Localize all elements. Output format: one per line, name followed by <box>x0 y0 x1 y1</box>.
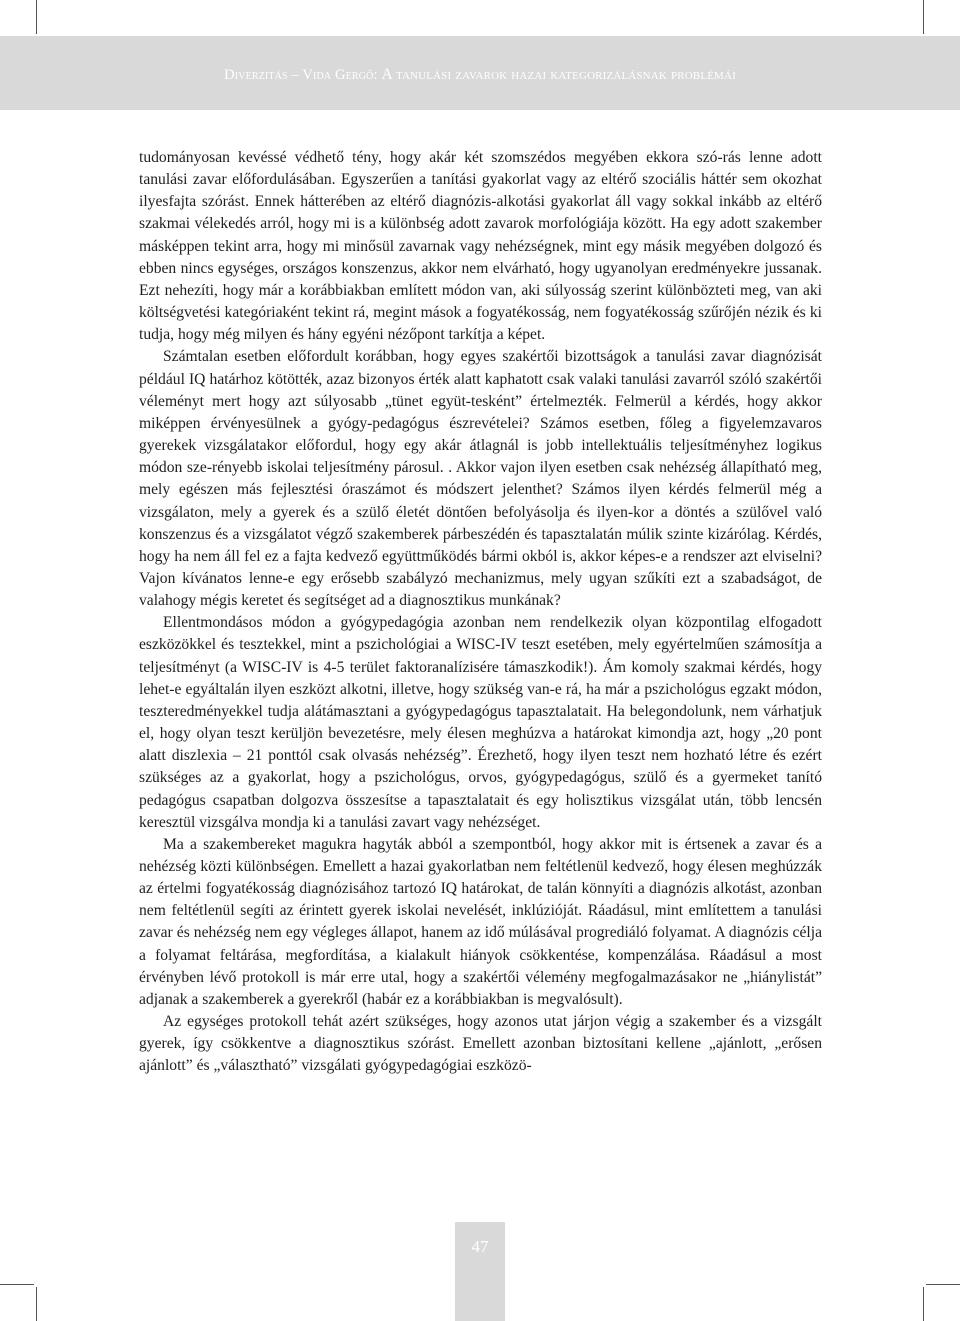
paragraph: Az egységes protokoll tehát azért szükséges, hogy azonos utat járjon végig a szakember és a vizsgált gyerek, így csökkentve a diagnosztikus szórást. Emellett azonban biztosítani kellene „ajánlott, „erősen ajánlott” és „választható” vizsgálati gyógypedagógiai eszközö- <box>139 1013 822 1075</box>
crop-mark <box>36 0 37 34</box>
crop-mark <box>0 1284 34 1285</box>
crop-mark <box>36 1287 37 1321</box>
page-number: 47 <box>471 1237 489 1256</box>
crop-mark <box>923 1287 924 1321</box>
paragraph: Ma a szakembereket magukra hagyták abból a szempontból, hogy akkor mit is értsenek a zavar és a nehézség közti különbségen. Emellett a hazai gyakorlatban nem feltétlenül kedvező, hogy élesen meghúzzák az értelmi fogyatékosság diagnózisához tartozó IQ határokat, de talán könnyíti a diagnózis alkotást, azonban nem feltétlenül segíti az érintett gyerek iskolai nevelését, inklúzióját. Ráadásul, mint említettem a tanulási zavar és nehézség nem egy végleges állapot, hanem az idő múlásával progrediáló folyamat. A diagnózis célja a folyamat feltárása, megfordítása, a kialakult hiányok csökkentése, kompenzálása. Ráadásul a most érvényben lévő protokoll is már erre utal, hogy a szakértői vélemény megfogalmazásakor ne „hiánylistát” adjanak a szakemberek a gyerekről (habár ez a korábbiakban is megvalósult). <box>139 835 822 1008</box>
crop-mark <box>923 0 924 34</box>
running-head-title: A tanulási zavarok hazai kategorizálásnak problémái <box>381 66 736 83</box>
paragraph: tudományosan kevéssé védhető tény, hogy akár két szomszédos megyében ekkora szó-rás lenne adott tanulási zavar előfordulásában. Egyszerűen a tanítási gyakorlat vagy az eltérő szociális háttér sem okozhat ilyesfajta szórást. Ennek hátterében az eltérő diagnózis-alkotási gyakorlat áll vagy sokkal inkább az eltérő szakmai vélekedés arról, hogy mi is a különbség adott zavarok morfológiája között. Ha egy adott szakember másképpen tekint arra, hogy mi minősül zavarnak vagy nehézségnek, mint egy másik megyében dolgozó és ebben nincs egységes, országos konszenzus, akkor nem elvárható, hogy ugyanolyan eredményekre jussanak. Ezt nehezíti, hogy már a korábbiakban említett módon van, aki súlyosság szerint különbözteti meg, van aki költségvetési kategóriaként tekint rá, megint mások a fogyatékosság, nem fogyatékosság szűrőjén nézik és ki tudja, hogy még milyen és hány egyéni nézőpont tarkítja a képet. <box>139 149 822 344</box>
running-head-authors: Diverzitás – Vida Gergő: <box>224 67 378 83</box>
body-text <box>139 147 822 1078</box>
crop-mark <box>926 1284 960 1285</box>
running-head <box>0 66 960 84</box>
paragraph: Ellentmondásos módon a gyógypedagógia azonban nem rendelkezik olyan központilag elfogadott eszközökkel és tesztekkel, mint a pszichológiai a WISC-IV teszt esetében, mely egyértelműen számosítja a teljesítményt (a WISC-IV is 4-5 terület faktoranalízisére támaszkodik!). Ám komoly szakmai kérdés, hogy lehet-e egyáltalán ilyen eszközt alkotni, illetve, hogy szükség van-e rá, ha már a pszichológus egzakt módon, teszteredményekkel tudja alátámasztani a gyógypedagógus tapasztalatait. Ha belegondolunk, nem várhatjuk el, hogy olyan teszt kerüljön bevezetésre, mely élesen meghúzva a határokat kimondja azt, hogy „20 pont alatt diszlexia – 21 ponttól csak olvasás nehézség”. Érezhető, hogy ilyen teszt nem hozható létre és ezért szükséges az a gyakorlat, hogy a pszichológus, orvos, gyógypedagógus, szülő és a gyermeket tanító pedagógus csapatban dolgozva összesítse a tapasztalatait és egy holisztikus vizsgálat után, több lencsén keresztül vizsgálva mondja ki a tanulási zavart vagy nehézséget. <box>139 614 822 831</box>
paragraph: Számtalan esetben előfordult korábban, hogy egyes szakértői bizottságok a tanulási zavar diagnózisát például IQ határhoz kötötték, azaz bizonyos érték alatt kaphatott csak valaki tanulási zavarról szóló szakértői véleményt mert hogy azt súlyosabb „tünet együt-tesként” értelmezték. Felmerül a kérdés, hogy akkor miképpen érvényesülnek a gyógy-pedagógus észrevételei? Számos esetben, főleg a figyelemzavaros gyerekek vizsgálatakor előfordul, hogy egy akár átlagnál is jobb intellektuális teljesítményhez logikus módon sze-rényebb iskolai teljesítmény párosul. . Akkor vajon ilyen esetben csak nehézség állapítható meg, mely egészen más fejlesztési óraszámot és módszert jelenthet? Számos ilyen kérdés felmerül még a vizsgálaton, mely a gyerek és a szülő életét döntően befolyásolja és ilyen-kor a döntés a szülővel való konszenzus és a vizsgálatot végző szakemberek párbeszédén és tapasztalatán múlik szinte kizárólag. Kérdés, hogy ha nem áll fel ez a fajta kedvező együttműködés bármi okból is, akkor képes-e a rendszer azt elviselni? Vajon kívánatos lenne-e egy erősebb szabályzó mechanizmus, mely ugyan szűkíti ezt a szabadságot, de valahogy mégis keretet és segítséget ad a diagnosztikus munkának? <box>139 348 822 610</box>
